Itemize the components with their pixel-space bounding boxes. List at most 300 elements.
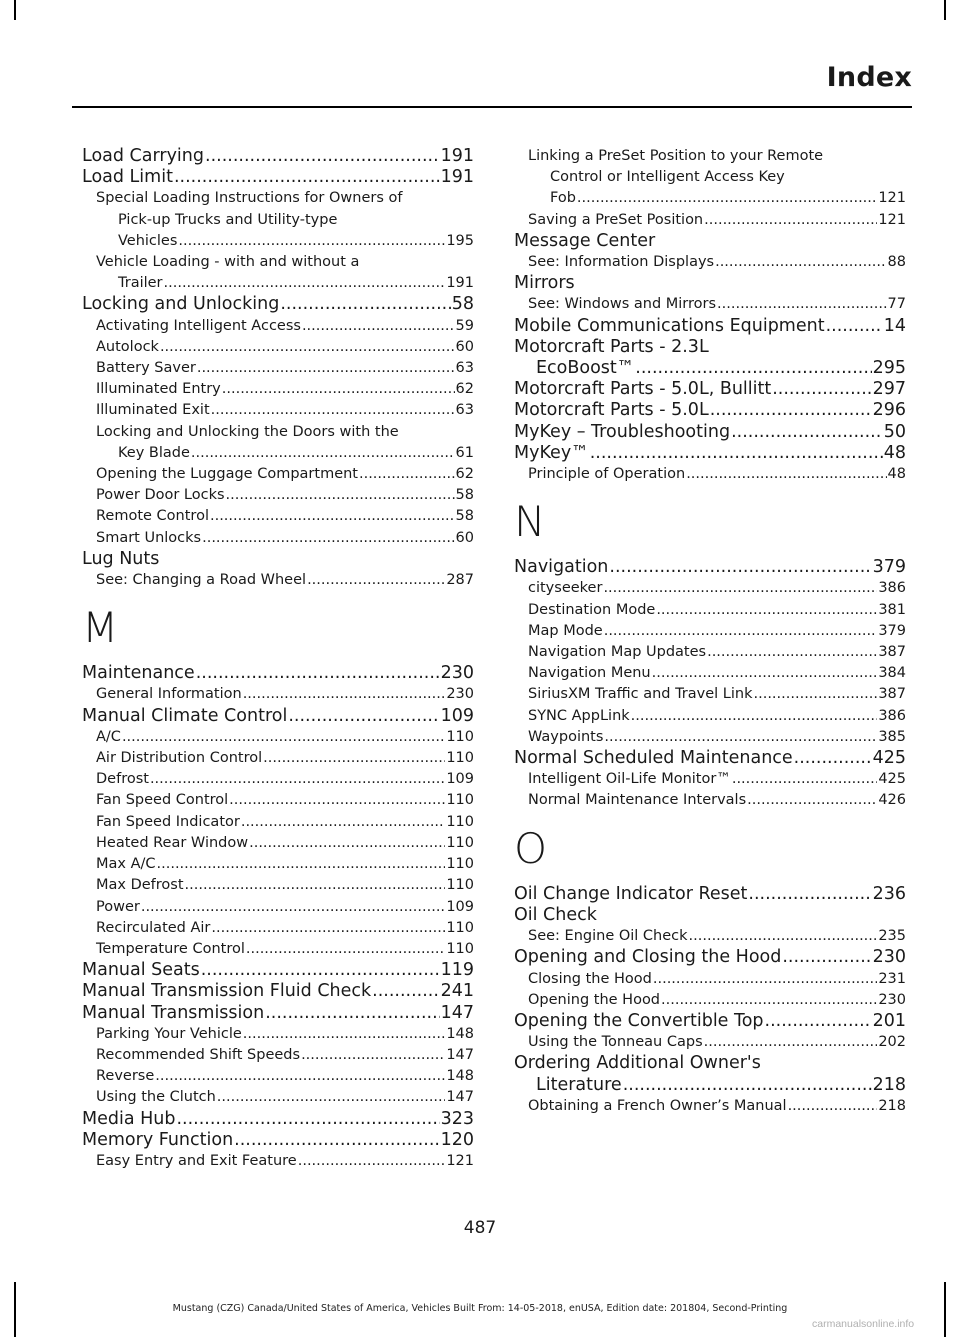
dot-leader — [604, 727, 877, 748]
entry-text: Opening and Closing the Hood — [514, 947, 782, 968]
page-ref: 62 — [455, 381, 474, 398]
dot-leader — [150, 769, 445, 790]
page-ref: 59 — [455, 317, 474, 334]
dot-leader — [229, 790, 445, 811]
entry-text: See: Information Displays — [528, 254, 715, 271]
dot-leader — [197, 358, 455, 379]
index-subentry — [514, 727, 906, 748]
index-subentry — [82, 1066, 474, 1087]
page-ref: 202 — [878, 1034, 906, 1051]
entry-text: Locking and Unlocking — [82, 294, 280, 315]
page-ref: 191 — [440, 167, 474, 188]
index-subentry — [82, 790, 474, 811]
entry-text: Manual Transmission Fluid Check — [82, 981, 372, 1002]
entry-line — [514, 905, 906, 926]
entry-line — [96, 833, 474, 854]
dot-leader — [122, 727, 445, 748]
page-ref: 77 — [887, 296, 906, 313]
entry-text: Using the Clutch — [96, 1089, 216, 1106]
dot-leader — [155, 1066, 445, 1087]
crop-mark-top-left — [14, 0, 16, 20]
page-ref: 61 — [455, 444, 474, 461]
entry-line — [96, 400, 474, 421]
page-ref: 386 — [878, 580, 906, 597]
entry-line — [96, 506, 474, 527]
dot-leader — [185, 875, 446, 896]
entry-text: Maintenance — [82, 663, 195, 684]
entry-text: Fan Speed Indicator — [96, 813, 240, 830]
index-entry — [514, 884, 906, 905]
index-entry — [514, 905, 906, 926]
page-ref: 121 — [878, 190, 906, 207]
page-ref: 109 — [446, 898, 474, 915]
page-ref: 110 — [446, 813, 474, 830]
entry-line — [514, 358, 906, 379]
entry-text: Oil Check — [514, 904, 597, 925]
index-entry — [514, 1053, 906, 1095]
index-subentry — [514, 926, 906, 947]
dot-leader — [372, 981, 439, 1002]
page-ref: 147 — [446, 1089, 474, 1106]
index-subentry — [82, 506, 474, 527]
entry-text: Waypoints — [528, 728, 604, 745]
index-entry — [514, 337, 906, 379]
dot-leader — [704, 1032, 878, 1053]
entry-line — [82, 1130, 474, 1151]
page-ref: 230 — [446, 686, 474, 703]
page-ref: 384 — [878, 665, 906, 682]
index-entry — [82, 960, 474, 981]
dot-leader — [298, 1151, 446, 1172]
entry-text: Load Limit — [82, 167, 173, 188]
entry-line — [96, 897, 474, 918]
entry-text: Reverse — [96, 1068, 155, 1085]
page-ref: 50 — [883, 421, 906, 442]
dot-leader — [652, 663, 878, 684]
entry-text: Motorcraft Parts - 5.0L — [514, 400, 709, 421]
entry-text: Using the Tonneau Caps — [528, 1034, 703, 1051]
entry-line — [528, 706, 906, 727]
entry-line — [82, 960, 474, 981]
dot-leader — [656, 600, 877, 621]
dot-leader — [174, 167, 440, 188]
entry-text: Principle of Operation — [528, 466, 686, 483]
page-ref: 148 — [446, 1068, 474, 1085]
page-ref: 381 — [878, 601, 906, 618]
page-ref: 387 — [878, 644, 906, 661]
dot-leader — [631, 706, 878, 727]
entry-line — [528, 926, 906, 947]
dot-leader — [704, 210, 877, 231]
dot-leader — [217, 1087, 446, 1108]
index-entry — [82, 167, 474, 188]
dot-leader — [782, 947, 871, 968]
index-subentry — [514, 464, 906, 485]
dot-leader — [604, 621, 878, 642]
dot-leader — [772, 379, 871, 400]
section-letter: M — [82, 603, 119, 653]
entry-text: Power — [96, 898, 140, 915]
entry-text: Memory Function — [82, 1129, 234, 1150]
entry-line — [528, 1096, 906, 1117]
entry-text: Fob — [550, 190, 576, 207]
index-subentry — [82, 727, 474, 748]
index-subentry — [82, 1087, 474, 1108]
dot-leader — [243, 684, 446, 705]
entry-text: Remote Control — [96, 508, 209, 525]
entry-text: See: Changing a Road Wheel — [96, 572, 307, 589]
index-entry — [514, 947, 906, 968]
entry-line — [514, 1011, 906, 1032]
entry-text: Locking and Unlocking the Doors with the — [96, 423, 399, 440]
entry-line — [96, 854, 474, 875]
page-ref: 201 — [872, 1010, 906, 1031]
index-subentry — [82, 464, 474, 485]
index-subentry — [514, 684, 906, 705]
page-ref: 48 — [887, 466, 906, 483]
entry-text: Message Center — [514, 230, 656, 251]
entry-text: Special Loading Instructions for Owners of — [96, 190, 403, 207]
entry-text: Manual Climate Control — [82, 705, 288, 726]
dot-leader — [754, 684, 878, 705]
entry-text: Air Distribution Control — [96, 750, 263, 767]
page-ref: 218 — [872, 1074, 906, 1095]
entry-line — [82, 146, 474, 167]
page-ref: 379 — [878, 622, 906, 639]
entry-line — [96, 337, 474, 358]
page-ref: 63 — [455, 402, 474, 419]
entry-line — [82, 167, 474, 188]
entry-text: Vehicles — [118, 232, 178, 249]
entry-line — [528, 600, 906, 621]
dot-leader — [359, 464, 455, 485]
entry-line — [528, 684, 906, 705]
entry-line — [96, 485, 474, 506]
page-ref: 231 — [878, 970, 906, 987]
page-ref: 385 — [878, 728, 906, 745]
page-ref: 230 — [878, 991, 906, 1008]
index-subentry — [82, 379, 474, 400]
page-ref: 110 — [446, 792, 474, 809]
index-subentry — [514, 642, 906, 663]
entry-text: Recommended Shift Speeds — [96, 1046, 301, 1063]
index-subentry — [82, 400, 474, 421]
index-entry — [514, 400, 906, 421]
index-subentry — [82, 748, 474, 769]
index-subentry — [514, 578, 906, 599]
entry-line — [528, 621, 906, 642]
dot-leader — [635, 358, 871, 379]
dot-leader — [689, 926, 878, 947]
entry-line — [528, 663, 906, 684]
index-subentry — [82, 812, 474, 833]
index-subentry — [514, 663, 906, 684]
entry-text: Literature — [536, 1074, 622, 1095]
dot-leader — [265, 1003, 439, 1024]
entry-line — [96, 769, 474, 790]
entry-line — [96, 358, 474, 379]
index-subentry — [82, 939, 474, 960]
entry-text: General Information — [96, 686, 242, 703]
entry-text: Key Blade — [118, 444, 190, 461]
entry-line — [82, 1109, 474, 1130]
entry-text: See: Windows and Mirrors — [528, 296, 717, 313]
entry-text: Max A/C — [96, 856, 156, 873]
dot-leader — [176, 1109, 439, 1130]
entry-text: Trailer — [118, 275, 163, 292]
page-title: Index — [826, 62, 912, 93]
dot-leader — [686, 464, 886, 485]
index-subentry — [82, 358, 474, 379]
index-entry — [82, 1003, 474, 1024]
index-entry — [82, 294, 474, 315]
entry-text: Motorcraft Parts - 5.0L, Bullitt — [514, 379, 772, 400]
page-ref: 425 — [878, 771, 906, 788]
entry-line — [96, 812, 474, 833]
entry-line — [514, 557, 906, 578]
dot-leader — [249, 833, 445, 854]
index-subentry — [514, 706, 906, 727]
page-ref: 48 — [883, 442, 906, 463]
entry-text: Opening the Hood — [528, 991, 661, 1008]
index-subentry — [82, 875, 474, 896]
page-ref: 121 — [878, 211, 906, 228]
entry-text: Mirrors — [514, 273, 575, 294]
entry-text: Defrost — [96, 771, 149, 788]
dot-leader — [246, 939, 445, 960]
index-entry — [514, 443, 906, 464]
entry-text: Ordering Additional Owner's — [514, 1053, 761, 1074]
entry-line — [514, 231, 906, 252]
page-ref: 296 — [872, 400, 906, 421]
entry-text: Opening the Luggage Compartment — [96, 466, 358, 483]
page-ref: 426 — [878, 792, 906, 809]
page-ref: 386 — [878, 707, 906, 724]
index-entry — [514, 231, 906, 252]
entry-line — [528, 727, 906, 748]
entry-line — [528, 790, 906, 811]
page-ref: 14 — [883, 315, 906, 336]
entry-line — [82, 549, 474, 570]
page-ref: 110 — [446, 750, 474, 767]
index-subentry — [82, 337, 474, 358]
page-ref: 230 — [440, 663, 474, 684]
page-ref: 110 — [446, 877, 474, 894]
dot-leader — [164, 273, 446, 294]
page-number: 487 — [463, 1218, 497, 1238]
entry-text: Closing the Hood — [528, 970, 652, 987]
index-subentry — [82, 422, 474, 464]
index-subentry — [82, 769, 474, 790]
page-ref: 121 — [446, 1152, 474, 1169]
dot-leader — [288, 706, 439, 727]
index-entry — [82, 981, 474, 1002]
dot-leader — [157, 854, 446, 875]
page-ref: 191 — [440, 146, 474, 166]
index-entry — [514, 748, 906, 769]
entry-text: Illuminated Entry — [96, 381, 221, 398]
index-subentry — [82, 316, 474, 337]
page-ref: 147 — [440, 1002, 474, 1023]
index-entry — [82, 1109, 474, 1130]
entry-line — [96, 231, 474, 252]
dot-leader — [210, 506, 455, 527]
entry-text: Navigation Map Updates — [528, 644, 707, 661]
entry-line — [514, 379, 906, 400]
page-ref: 60 — [455, 529, 474, 546]
dot-leader — [715, 252, 886, 273]
dot-leader — [263, 748, 445, 769]
index-subentry — [514, 294, 906, 315]
entry-text: Normal Scheduled Maintenance — [514, 748, 793, 769]
page-ref: 387 — [878, 686, 906, 703]
entry-text: Linking a PreSet Position to your Remote — [528, 148, 824, 164]
page-ref: 60 — [455, 338, 474, 355]
entry-line — [514, 947, 906, 968]
entry-text: Smart Unlocks — [96, 529, 202, 546]
entry-text: SiriusXM Traffic and Travel Link — [528, 686, 753, 703]
entry-text: Max Defrost — [96, 877, 184, 894]
page-ref: 236 — [872, 883, 906, 904]
entry-text: Saving a PreSet Position — [528, 211, 704, 228]
dot-leader — [205, 146, 440, 167]
page-ref: 287 — [446, 572, 474, 589]
index-subentry — [514, 769, 906, 790]
entry-line — [528, 578, 906, 599]
index-subentry — [514, 600, 906, 621]
page-ref: 323 — [440, 1108, 474, 1129]
index-subentry — [82, 252, 474, 294]
entry-text: Manual Transmission — [82, 1002, 265, 1023]
entry-text: Autolock — [96, 338, 159, 355]
entry-text: Easy Entry and Exit Feature — [96, 1152, 297, 1169]
entry-line — [82, 981, 474, 1002]
page-ref: 191 — [446, 275, 474, 292]
index-subentry — [82, 528, 474, 549]
dot-leader — [201, 960, 440, 981]
entry-line — [82, 1003, 474, 1024]
entry-text: A/C — [96, 728, 121, 745]
entry-text: Media Hub — [82, 1108, 176, 1129]
index-subentry — [514, 621, 906, 642]
page-ref: 295 — [872, 358, 906, 379]
entry-text: Pick-up Trucks and Utility-type — [118, 211, 338, 228]
index-subentry — [82, 485, 474, 506]
index-subentry — [514, 790, 906, 811]
entry-text: Temperature Control — [96, 940, 245, 957]
index-subentry — [514, 1032, 906, 1053]
entry-text: Map Mode — [528, 622, 603, 639]
index-entry — [514, 273, 906, 294]
index-subentry — [82, 833, 474, 854]
entry-line — [514, 422, 906, 443]
entry-text: Obtaining a French Owner’s Manual — [528, 1097, 787, 1114]
entry-text: Motorcraft Parts - 2.3L — [514, 336, 709, 357]
entry-line — [96, 918, 474, 939]
dot-leader — [653, 969, 877, 990]
page-ref: 58 — [451, 294, 474, 315]
index-subentry — [514, 146, 906, 210]
entry-line — [514, 748, 906, 769]
index-entry — [514, 422, 906, 443]
dot-leader — [623, 1075, 872, 1096]
entry-line — [82, 706, 474, 727]
entry-line — [96, 1066, 474, 1087]
entry-line — [82, 663, 474, 684]
dot-leader — [302, 316, 455, 337]
entry-text: Navigation Menu — [528, 665, 651, 682]
entry-text: Battery Saver — [96, 360, 196, 377]
entry-line — [528, 1032, 906, 1053]
dot-leader — [747, 790, 877, 811]
entry-line — [528, 642, 906, 663]
entry-text: MyKey – Troubleshooting — [514, 421, 731, 442]
page-ref: 379 — [872, 557, 906, 578]
entry-line — [514, 316, 906, 337]
index-subentry — [514, 969, 906, 990]
dot-leader — [307, 570, 445, 591]
page-ref: 58 — [455, 487, 474, 504]
page-ref: 218 — [878, 1097, 906, 1114]
index-entry — [82, 549, 474, 570]
entry-text: Intelligent Oil-Life Monitor™ — [528, 771, 731, 788]
entry-text: See: Engine Oil Check — [528, 928, 688, 945]
entry-line — [96, 1045, 474, 1066]
entry-line — [96, 316, 474, 337]
entry-line — [514, 400, 906, 421]
index-entry — [82, 1130, 474, 1151]
page-ref: 230 — [872, 947, 906, 968]
entry-line — [528, 990, 906, 1011]
entry-line — [96, 273, 474, 294]
entry-line — [528, 969, 906, 990]
dot-leader — [178, 231, 445, 252]
dot-leader — [202, 528, 454, 549]
dot-leader — [765, 1011, 872, 1032]
entry-text: MyKey™ — [514, 442, 589, 463]
dot-leader — [226, 485, 455, 506]
dot-leader — [788, 1096, 878, 1117]
entry-line — [96, 727, 474, 748]
section-letter: N — [514, 497, 546, 547]
dot-leader — [661, 990, 877, 1011]
dot-leader — [243, 1024, 446, 1045]
entry-text: Activating Intelligent Access — [96, 317, 301, 334]
index-subentry — [82, 918, 474, 939]
entry-line — [528, 252, 906, 273]
entry-text: Opening the Convertible Top — [514, 1010, 764, 1031]
entry-line — [528, 464, 906, 485]
index-entry — [82, 146, 474, 167]
dot-leader — [826, 316, 883, 337]
entry-line — [96, 443, 474, 464]
page-ref: 110 — [446, 940, 474, 957]
entry-line — [96, 464, 474, 485]
dot-leader — [590, 443, 883, 464]
index-subentry — [82, 1151, 474, 1172]
entry-line — [528, 188, 906, 209]
entry-text: Normal Maintenance Intervals — [528, 792, 747, 809]
entry-line — [96, 1151, 474, 1172]
dot-leader — [732, 769, 877, 790]
watermark: carmanualsonline.info — [812, 1318, 915, 1330]
dot-leader — [211, 400, 455, 421]
section-letter: O — [514, 823, 548, 873]
dot-leader — [211, 918, 445, 939]
index-subentry — [82, 188, 474, 252]
entry-text: EcoBoost™ — [536, 358, 635, 379]
dot-leader — [577, 188, 877, 209]
